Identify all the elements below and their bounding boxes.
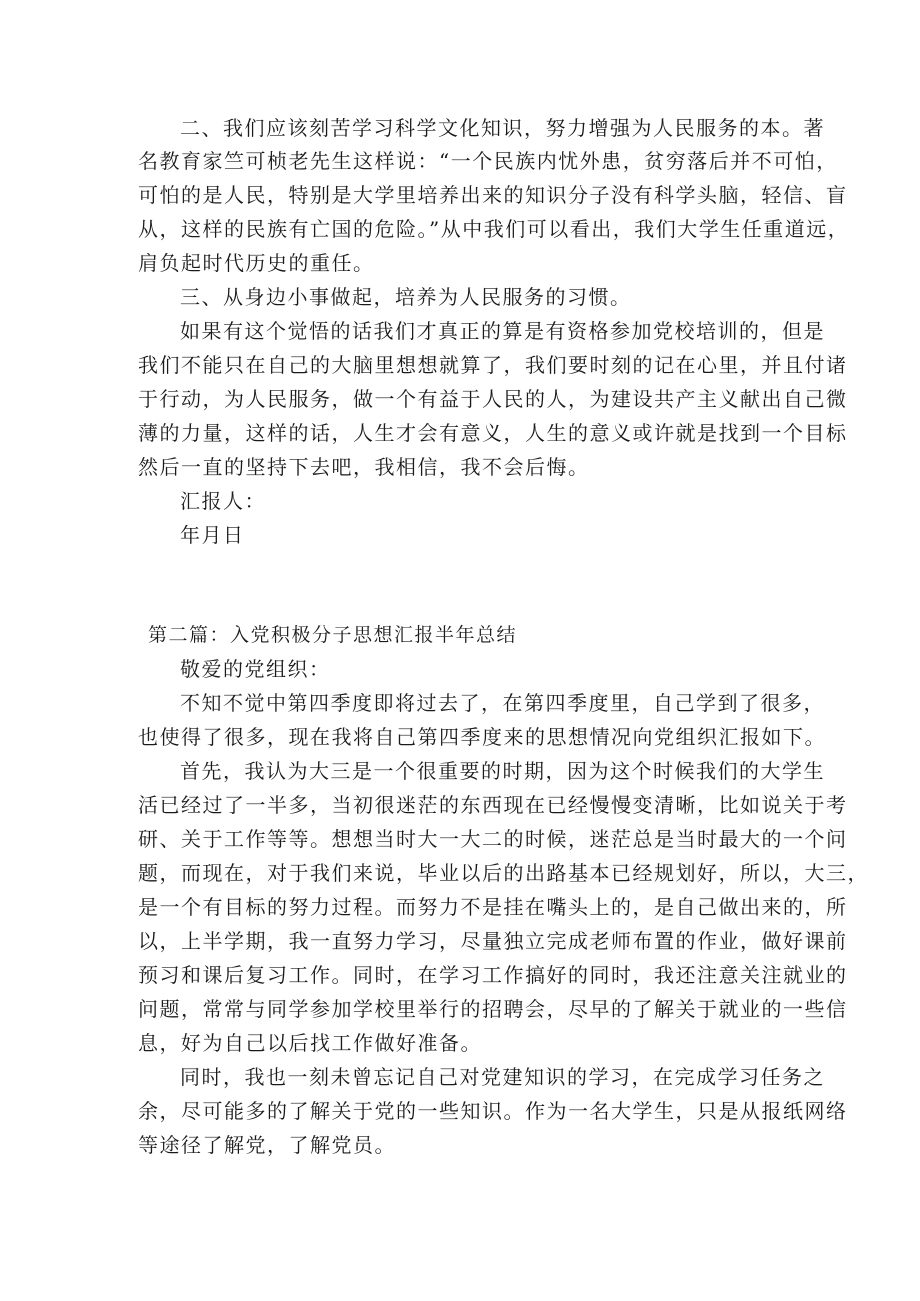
salutation: 敬爱的党组织：	[180, 657, 331, 681]
paragraph-line: 首先，我认为大三是一个很重要的时期，因为这个时候我们的大学生	[180, 759, 825, 783]
paragraph-line: 问题，常常与同学参加学校里举行的招聘会，尽早的了解关于就业的一些信	[138, 997, 848, 1021]
paragraph-line: 三、从身边小事做起，培养为人民服务的习惯。	[180, 285, 632, 309]
reporter-label: 汇报人：	[180, 489, 266, 513]
paragraph-line: 可怕的是人民，特别是大学里培养出来的知识分子没有科学头脑，轻信、盲	[138, 183, 848, 207]
paragraph-line: 名教育家竺可桢老先生这样说：“一个民族内忧外患，贫穷落后并不可怕，	[138, 149, 838, 173]
section-title: 第二篇：入党积极分子思想汇报半年总结	[148, 624, 518, 646]
paragraph-line: 我们不能只在自己的大脑里想想就算了，我们要时刻的记在心里，并且付诸	[138, 353, 848, 377]
paragraph-line: 薄的力量，这样的话，人生才会有意义，人生的意义或许就是找到一个目标	[138, 421, 848, 445]
paragraph-line: 余，尽可能多的了解关于党的一些知识。作为一名大学生，只是从报纸网络	[138, 1099, 848, 1123]
paragraph-line: 题，而现在，对于我们来说，毕业以后的出路基本已经规划好，所以，大三，	[138, 861, 869, 885]
paragraph-line: 如果有这个觉悟的话我们才真正的算是有资格参加党校培训的，但是	[180, 319, 825, 343]
paragraph-line: 然后一直的坚持下去吧，我相信，我不会后悔。	[138, 455, 590, 479]
paragraph-line: 肩负起时代历史的重任。	[138, 251, 375, 275]
paragraph-line: 从，这样的民族有亡国的危险。”从中我们可以看出，我们大学生任重道远，	[138, 217, 850, 241]
paragraph-line: 以，上半学期，我一直努力学习，尽量独立完成老师布置的作业，做好课前	[138, 929, 848, 953]
paragraph-line: 预习和课后复习工作。同时，在学习工作搞好的同时，我还注意关注就业的	[138, 963, 848, 987]
paragraph-line: 研、关于工作等等。想想当时大一大二的时候，迷茫总是当时最大的一个问	[138, 827, 848, 851]
paragraph-line: 也使得了很多，现在我将自己第四季度来的思想情况向党组织汇报如下。	[138, 725, 826, 749]
paragraph-line: 不知不觉中第四季度即将过去了，在第四季度里，自己学到了很多，	[180, 691, 825, 715]
paragraph-line: 于行动，为人民服务，做一个有益于人民的人，为建设共产主义献出自己微	[138, 387, 848, 411]
paragraph-line: 等途径了解党，了解党员。	[138, 1133, 396, 1157]
date-label: 年月日	[180, 523, 245, 547]
paragraph-line: 同时，我也一刻未曾忘记自己对党建知识的学习，在完成学习任务之	[180, 1065, 825, 1089]
paragraph-line: 是一个有目标的努力过程。而努力不是挂在嘴头上的，是自己做出来的，所	[138, 895, 848, 919]
paragraph-line: 息，好为自己以后找工作做好准备。	[138, 1031, 482, 1055]
paragraph-line: 二、我们应该刻苦学习科学文化知识，努力增强为人民服务的本。著	[180, 116, 825, 140]
paragraph-line: 活已经过了一半多，当初很迷茫的东西现在已经慢慢变清晰，比如说关于考	[138, 793, 848, 817]
